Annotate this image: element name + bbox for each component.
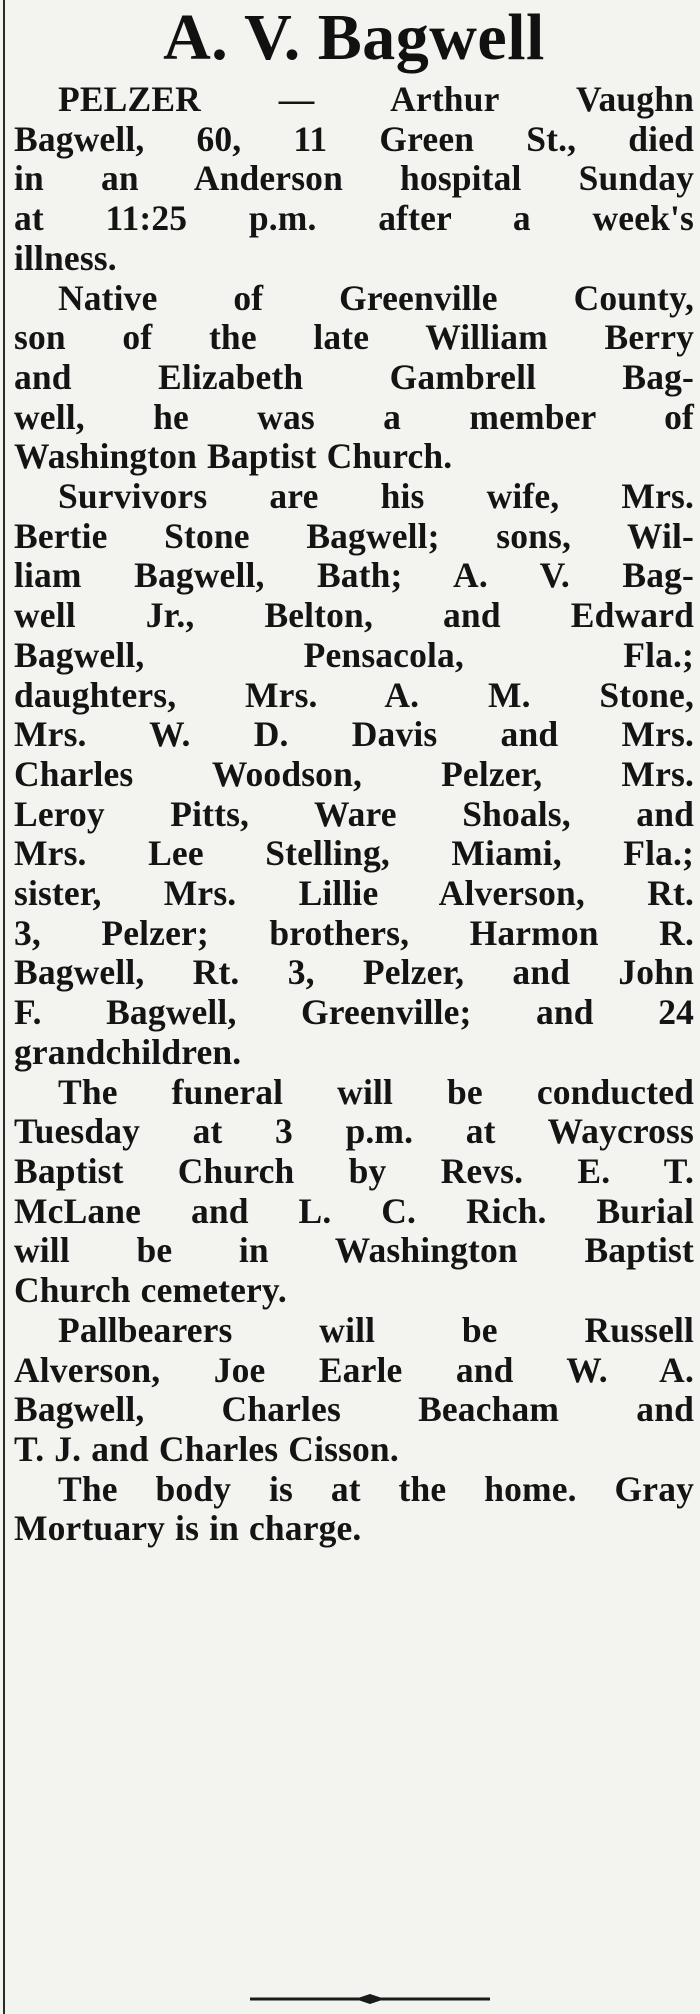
text-line: Bagwell, Pensacola, Fla.; bbox=[14, 634, 694, 675]
text-line: at 11:25 p.m. after a week's bbox=[14, 198, 694, 239]
text-line: PELZER — Arthur Vaughn bbox=[58, 79, 694, 119]
text-line: in an Anderson hospital Sunday bbox=[14, 158, 694, 199]
paragraph bbox=[14, 1311, 694, 1470]
text-line: Alverson, Joe Earle and W. A. bbox=[14, 1349, 694, 1390]
end-ornament-rule bbox=[250, 1994, 490, 2004]
text-line: and Elizabeth Gambrell Bag- bbox=[14, 356, 694, 397]
text-line: sister, Mrs. Lillie Alverson, Rt. bbox=[14, 873, 694, 914]
text-line: Mrs. W. D. Davis and Mrs. bbox=[14, 714, 694, 755]
text-line: grandchildren. bbox=[14, 1031, 242, 1072]
text-line: Mrs. Lee Stelling, Miami, Fla.; bbox=[14, 833, 694, 874]
text-line: F. Bagwell, Greenville; and 24 bbox=[14, 992, 694, 1033]
text-line: 3, Pelzer; brothers, Harmon R. bbox=[14, 912, 694, 953]
text-line: T. J. and Charles Cisson. bbox=[14, 1428, 399, 1469]
paragraph bbox=[14, 1470, 694, 1549]
text-line: Washington Baptist Church. bbox=[14, 436, 453, 477]
text-line: Native of Greenville County, bbox=[58, 277, 694, 318]
article-body bbox=[14, 80, 694, 1549]
text-line: The body is at the home. Gray bbox=[58, 1468, 694, 1509]
paragraph bbox=[14, 279, 694, 478]
text-line: illness. bbox=[14, 237, 117, 278]
headline: A. V. Bagwell bbox=[163, 1, 545, 74]
text-line: Survivors are his wife, Mrs. bbox=[58, 476, 694, 517]
paragraph bbox=[14, 80, 694, 279]
text-line: son of the late William Berry bbox=[14, 317, 694, 358]
text-line: will be in Washington Baptist bbox=[14, 1230, 694, 1271]
text-line: Bagwell, 60, 11 Green St., died bbox=[14, 118, 694, 159]
text-line: Pallbearers will be Russell bbox=[58, 1309, 694, 1350]
text-line: Bagwell, Charles Beacham and bbox=[14, 1389, 694, 1430]
text-line: Bagwell, Rt. 3, Pelzer, and John bbox=[14, 952, 694, 993]
text-line: well Jr., Belton, and Edward bbox=[14, 595, 694, 636]
paragraph bbox=[14, 1073, 694, 1311]
text-line: Baptist Church by Revs. E. T. bbox=[14, 1150, 694, 1191]
text-line: well, he was a member of bbox=[14, 396, 694, 437]
column-rule bbox=[3, 0, 5, 2014]
text-line: McLane and L. C. Rich. Burial bbox=[14, 1190, 694, 1231]
text-line: Church cemetery. bbox=[14, 1270, 287, 1311]
text-line: Bertie Stone Bagwell; sons, Wil- bbox=[14, 515, 694, 556]
text-line: Leroy Pitts, Ware Shoals, and bbox=[14, 793, 694, 834]
text-line: daughters, Mrs. A. M. Stone, bbox=[14, 674, 694, 715]
text-line: liam Bagwell, Bath; A. V. Bag- bbox=[14, 555, 694, 596]
paragraph bbox=[14, 477, 694, 1073]
text-line: Mortuary is in charge. bbox=[14, 1508, 362, 1549]
text-line: Charles Woodson, Pelzer, Mrs. bbox=[14, 753, 694, 794]
obituary-clipping bbox=[14, 0, 694, 1549]
text-line: Tuesday at 3 p.m. at Waycross bbox=[14, 1111, 694, 1152]
text-line: The funeral will be conducted bbox=[58, 1071, 694, 1112]
